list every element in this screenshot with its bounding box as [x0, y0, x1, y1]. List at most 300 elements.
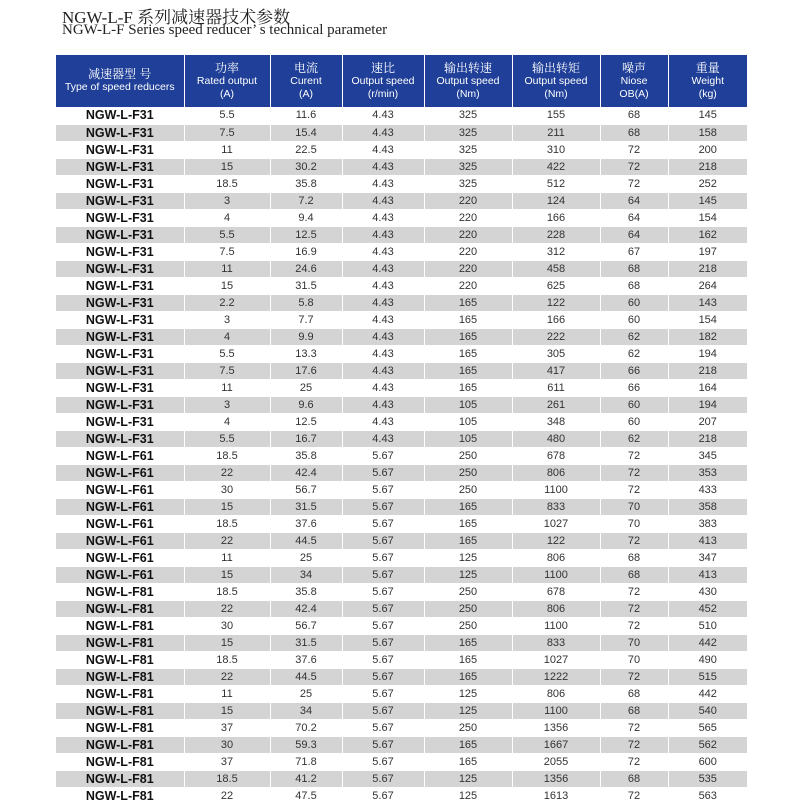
current-cell: 42.4: [270, 600, 342, 617]
current-cell: 24.6: [270, 260, 342, 277]
table-row: [56, 719, 747, 736]
output-torque-cell: 1100: [512, 481, 600, 498]
rated-output-cell: 4: [184, 328, 270, 345]
model-cell: NGW-L-F31: [56, 345, 184, 362]
noise-cell: 60: [600, 413, 668, 430]
current-cell: 12.5: [270, 226, 342, 243]
output-torque-cell: 611: [512, 379, 600, 396]
rated-output-cell: 18.5: [184, 651, 270, 668]
table-row: [56, 549, 747, 566]
weight-cell: 565: [668, 719, 747, 736]
weight-cell: 452: [668, 600, 747, 617]
output-speed-cell: 165: [424, 294, 512, 311]
header-output-speed: [424, 55, 512, 107]
weight-cell: 252: [668, 175, 747, 192]
output-speed-cell: 220: [424, 192, 512, 209]
header-label-cn: 噪声: [621, 60, 646, 75]
output-speed-cell: 250: [424, 600, 512, 617]
noise-cell: 72: [600, 600, 668, 617]
output-torque-cell: 833: [512, 634, 600, 651]
header-rated-output: [184, 55, 270, 107]
model-cell: NGW-L-F61: [56, 498, 184, 515]
output-torque-cell: 417: [512, 362, 600, 379]
table-row: [56, 634, 747, 651]
rated-output-cell: 3: [184, 396, 270, 413]
header-label-en: (A): [220, 87, 234, 100]
ratio-cell: 5.67: [342, 702, 424, 719]
current-cell: 25: [270, 379, 342, 396]
ratio-cell: 4.43: [342, 362, 424, 379]
output-torque-cell: 458: [512, 260, 600, 277]
current-cell: 7.2: [270, 192, 342, 209]
ratio-cell: 4.43: [342, 277, 424, 294]
header-label-en: (A): [299, 87, 313, 100]
output-speed-cell: 165: [424, 668, 512, 685]
parameter-table-container: [56, 55, 747, 805]
header-label-cn: 减速器型 号: [88, 67, 152, 81]
table-row: [56, 481, 747, 498]
output-torque-cell: 312: [512, 243, 600, 260]
output-torque-cell: 166: [512, 209, 600, 226]
weight-cell: 158: [668, 124, 747, 141]
ratio-cell: 4.43: [342, 430, 424, 447]
model-cell: NGW-L-F31: [56, 209, 184, 226]
model-cell: NGW-L-F81: [56, 651, 184, 668]
table-row: [56, 209, 747, 226]
current-cell: 44.5: [270, 668, 342, 685]
rated-output-cell: 18.5: [184, 175, 270, 192]
rated-output-cell: 18.5: [184, 583, 270, 600]
noise-cell: 72: [600, 481, 668, 498]
weight-cell: 413: [668, 532, 747, 549]
model-cell: NGW-L-F61: [56, 532, 184, 549]
weight-cell: 540: [668, 702, 747, 719]
header-label-cn: 速比: [370, 60, 395, 75]
model-cell: NGW-L-F81: [56, 787, 184, 804]
header-label-cn: 输出转速: [443, 60, 492, 75]
current-cell: 9.4: [270, 209, 342, 226]
output-torque-cell: 1027: [512, 515, 600, 532]
output-torque-cell: 806: [512, 685, 600, 702]
output-speed-cell: 220: [424, 277, 512, 294]
rated-output-cell: 5.5: [184, 107, 270, 124]
output-torque-cell: 155: [512, 107, 600, 124]
header-label-en: Output speed: [351, 74, 415, 87]
ratio-cell: 4.43: [342, 124, 424, 141]
noise-cell: 72: [600, 583, 668, 600]
output-speed-cell: 165: [424, 651, 512, 668]
output-speed-cell: 125: [424, 787, 512, 804]
rated-output-cell: 3: [184, 311, 270, 328]
current-cell: 30.2: [270, 158, 342, 175]
current-cell: 35.8: [270, 583, 342, 600]
noise-cell: 68: [600, 107, 668, 124]
noise-cell: 72: [600, 141, 668, 158]
rated-output-cell: 5.5: [184, 226, 270, 243]
weight-cell: 164: [668, 379, 747, 396]
ratio-cell: 4.43: [342, 413, 424, 430]
weight-cell: 442: [668, 685, 747, 702]
model-cell: NGW-L-F61: [56, 549, 184, 566]
model-cell: NGW-L-F81: [56, 668, 184, 685]
output-speed-cell: 250: [424, 447, 512, 464]
weight-cell: 535: [668, 770, 747, 787]
noise-cell: 68: [600, 770, 668, 787]
current-cell: 12.5: [270, 413, 342, 430]
output-torque-cell: 1100: [512, 702, 600, 719]
noise-cell: 70: [600, 498, 668, 515]
rated-output-cell: 7.5: [184, 362, 270, 379]
output-speed-cell: 105: [424, 413, 512, 430]
output-speed-cell: 250: [424, 481, 512, 498]
ratio-cell: 4.43: [342, 328, 424, 345]
model-cell: NGW-L-F61: [56, 464, 184, 481]
output-torque-cell: 124: [512, 192, 600, 209]
output-speed-cell: 165: [424, 345, 512, 362]
model-cell: NGW-L-F31: [56, 311, 184, 328]
table-row: [56, 770, 747, 787]
ratio-cell: 4.43: [342, 396, 424, 413]
header-label-cn: 输出转矩: [531, 60, 580, 75]
rated-output-cell: 18.5: [184, 447, 270, 464]
weight-cell: 194: [668, 345, 747, 362]
output-torque-cell: 480: [512, 430, 600, 447]
current-cell: 15.4: [270, 124, 342, 141]
output-torque-cell: 1667: [512, 736, 600, 753]
current-cell: 56.7: [270, 617, 342, 634]
current-cell: 44.5: [270, 532, 342, 549]
model-cell: NGW-L-F61: [56, 447, 184, 464]
current-cell: 25: [270, 549, 342, 566]
ratio-cell: 5.67: [342, 498, 424, 515]
noise-cell: 68: [600, 549, 668, 566]
header-label-en: Type of speed reducers: [64, 81, 175, 93]
rated-output-cell: 15: [184, 634, 270, 651]
ratio-cell: 4.43: [342, 175, 424, 192]
noise-cell: 64: [600, 192, 668, 209]
header-label-en: Rated output: [196, 74, 258, 87]
model-cell: NGW-L-F31: [56, 260, 184, 277]
model-cell: NGW-L-F31: [56, 141, 184, 158]
weight-cell: 510: [668, 617, 747, 634]
ratio-cell: 5.67: [342, 515, 424, 532]
table-row: [56, 226, 747, 243]
ratio-cell: 5.67: [342, 787, 424, 804]
ratio-cell: 4.43: [342, 294, 424, 311]
noise-cell: 70: [600, 634, 668, 651]
header-label-en: Weight: [691, 74, 724, 87]
noise-cell: 70: [600, 515, 668, 532]
model-cell: NGW-L-F31: [56, 192, 184, 209]
model-cell: NGW-L-F31: [56, 362, 184, 379]
ratio-cell: 4.43: [342, 226, 424, 243]
output-torque-cell: 1613: [512, 787, 600, 804]
current-cell: 31.5: [270, 634, 342, 651]
table-row: [56, 600, 747, 617]
current-cell: 56.7: [270, 481, 342, 498]
table-row: [56, 175, 747, 192]
weight-cell: 182: [668, 328, 747, 345]
weight-cell: 197: [668, 243, 747, 260]
current-cell: 41.2: [270, 770, 342, 787]
table-row: [56, 430, 747, 447]
output-torque-cell: 512: [512, 175, 600, 192]
output-torque-cell: 222: [512, 328, 600, 345]
ratio-cell: 5.67: [342, 464, 424, 481]
rated-output-cell: 22: [184, 600, 270, 617]
weight-cell: 562: [668, 736, 747, 753]
header-label-en: (r/min): [367, 87, 399, 100]
table-row: [56, 787, 747, 804]
header-label-cn: 电流: [293, 60, 318, 75]
table-row: [56, 413, 747, 430]
rated-output-cell: 7.5: [184, 243, 270, 260]
rated-output-cell: 22: [184, 532, 270, 549]
weight-cell: 347: [668, 549, 747, 566]
output-speed-cell: 105: [424, 396, 512, 413]
table-row: [56, 311, 747, 328]
output-speed-cell: 325: [424, 158, 512, 175]
ratio-cell: 5.67: [342, 719, 424, 736]
current-cell: 7.7: [270, 311, 342, 328]
rated-output-cell: 11: [184, 379, 270, 396]
rated-output-cell: 22: [184, 464, 270, 481]
table-row: [56, 498, 747, 515]
current-cell: 37.6: [270, 515, 342, 532]
weight-cell: 515: [668, 668, 747, 685]
current-cell: 16.9: [270, 243, 342, 260]
table-row: [56, 668, 747, 685]
table-row: [56, 753, 747, 770]
output-torque-cell: 2055: [512, 753, 600, 770]
weight-cell: 383: [668, 515, 747, 532]
current-cell: 35.8: [270, 175, 342, 192]
ratio-cell: 4.43: [342, 311, 424, 328]
model-cell: NGW-L-F31: [56, 175, 184, 192]
output-speed-cell: 165: [424, 362, 512, 379]
noise-cell: 72: [600, 532, 668, 549]
current-cell: 31.5: [270, 277, 342, 294]
output-torque-cell: 1222: [512, 668, 600, 685]
ratio-cell: 4.43: [342, 141, 424, 158]
model-cell: NGW-L-F61: [56, 566, 184, 583]
rated-output-cell: 30: [184, 617, 270, 634]
ratio-cell: 5.67: [342, 583, 424, 600]
ratio-cell: 4.43: [342, 158, 424, 175]
model-cell: NGW-L-F61: [56, 481, 184, 498]
noise-cell: 72: [600, 719, 668, 736]
model-cell: NGW-L-F31: [56, 243, 184, 260]
rated-output-cell: 5.5: [184, 430, 270, 447]
noise-cell: 66: [600, 362, 668, 379]
current-cell: 25: [270, 685, 342, 702]
ratio-cell: 4.43: [342, 345, 424, 362]
weight-cell: 143: [668, 294, 747, 311]
ratio-cell: 4.43: [342, 243, 424, 260]
table-row: [56, 515, 747, 532]
current-cell: 17.6: [270, 362, 342, 379]
output-torque-cell: 1356: [512, 719, 600, 736]
output-torque-cell: 625: [512, 277, 600, 294]
current-cell: 34: [270, 566, 342, 583]
table-header-row: [56, 55, 747, 107]
model-cell: NGW-L-F31: [56, 396, 184, 413]
output-speed-cell: 105: [424, 430, 512, 447]
noise-cell: 67: [600, 243, 668, 260]
output-speed-cell: 250: [424, 719, 512, 736]
weight-cell: 442: [668, 634, 747, 651]
table-row: [56, 583, 747, 600]
noise-cell: 72: [600, 175, 668, 192]
ratio-cell: 5.67: [342, 736, 424, 753]
noise-cell: 66: [600, 379, 668, 396]
output-speed-cell: 325: [424, 107, 512, 124]
noise-cell: 68: [600, 277, 668, 294]
current-cell: 11.6: [270, 107, 342, 124]
current-cell: 16.7: [270, 430, 342, 447]
rated-output-cell: 4: [184, 413, 270, 430]
model-cell: NGW-L-F31: [56, 226, 184, 243]
weight-cell: 218: [668, 430, 747, 447]
noise-cell: 72: [600, 158, 668, 175]
output-speed-cell: 325: [424, 124, 512, 141]
output-speed-cell: 125: [424, 549, 512, 566]
table-row: [56, 447, 747, 464]
current-cell: 13.3: [270, 345, 342, 362]
current-cell: 9.6: [270, 396, 342, 413]
ratio-cell: 5.67: [342, 668, 424, 685]
ratio-cell: 5.67: [342, 634, 424, 651]
header-label-cn: 重量: [695, 60, 720, 75]
model-cell: NGW-L-F81: [56, 685, 184, 702]
model-cell: NGW-L-F31: [56, 413, 184, 430]
output-speed-cell: 250: [424, 617, 512, 634]
noise-cell: 68: [600, 566, 668, 583]
output-torque-cell: 1027: [512, 651, 600, 668]
header-current: [270, 55, 342, 107]
current-cell: 37.6: [270, 651, 342, 668]
current-cell: 47.5: [270, 787, 342, 804]
model-cell: NGW-L-F61: [56, 515, 184, 532]
output-torque-cell: 310: [512, 141, 600, 158]
model-cell: NGW-L-F31: [56, 158, 184, 175]
table-row: [56, 345, 747, 362]
ratio-cell: 5.67: [342, 532, 424, 549]
noise-cell: 68: [600, 685, 668, 702]
table-row: [56, 362, 747, 379]
noise-cell: 68: [600, 124, 668, 141]
weight-cell: 430: [668, 583, 747, 600]
noise-cell: 60: [600, 294, 668, 311]
table-row: [56, 651, 747, 668]
table-row: [56, 396, 747, 413]
rated-output-cell: 15: [184, 566, 270, 583]
model-cell: NGW-L-F81: [56, 634, 184, 651]
output-speed-cell: 165: [424, 753, 512, 770]
weight-cell: 345: [668, 447, 747, 464]
rated-output-cell: 11: [184, 141, 270, 158]
table-row: [56, 532, 747, 549]
output-speed-cell: 165: [424, 532, 512, 549]
ratio-cell: 5.67: [342, 600, 424, 617]
weight-cell: 433: [668, 481, 747, 498]
output-torque-cell: 348: [512, 413, 600, 430]
ratio-cell: 5.67: [342, 447, 424, 464]
output-speed-cell: 250: [424, 464, 512, 481]
output-torque-cell: 1356: [512, 770, 600, 787]
current-cell: 59.3: [270, 736, 342, 753]
table-body: [56, 107, 747, 804]
ratio-cell: 4.43: [342, 379, 424, 396]
header-label-en: OB(A): [619, 87, 649, 100]
model-cell: NGW-L-F31: [56, 107, 184, 124]
table-row: [56, 702, 747, 719]
output-torque-cell: 166: [512, 311, 600, 328]
output-torque-cell: 806: [512, 549, 600, 566]
table-row: [56, 243, 747, 260]
noise-cell: 72: [600, 736, 668, 753]
rated-output-cell: 15: [184, 277, 270, 294]
header-output-torque: [512, 55, 600, 107]
weight-cell: 353: [668, 464, 747, 481]
output-torque-cell: 422: [512, 158, 600, 175]
header-ratio: [342, 55, 424, 107]
rated-output-cell: 18.5: [184, 515, 270, 532]
output-torque-cell: 305: [512, 345, 600, 362]
table-row: [56, 141, 747, 158]
output-torque-cell: 678: [512, 447, 600, 464]
table-row: [56, 277, 747, 294]
noise-cell: 62: [600, 345, 668, 362]
model-cell: NGW-L-F31: [56, 328, 184, 345]
table-row: [56, 464, 747, 481]
model-cell: NGW-L-F31: [56, 379, 184, 396]
header-type: [56, 55, 184, 107]
current-cell: 70.2: [270, 719, 342, 736]
weight-cell: 218: [668, 362, 747, 379]
table-row: [56, 617, 747, 634]
page-title-cn: NGW-L-F 系列减速器技术参数: [62, 8, 291, 27]
header-label-en: (Nm): [544, 87, 568, 100]
ratio-cell: 5.67: [342, 770, 424, 787]
noise-cell: 72: [600, 753, 668, 770]
header-label-cn: 功率: [214, 60, 239, 75]
weight-cell: 154: [668, 311, 747, 328]
header-label-en: Curent: [290, 74, 322, 87]
rated-output-cell: 15: [184, 158, 270, 175]
rated-output-cell: 22: [184, 787, 270, 804]
current-cell: 22.5: [270, 141, 342, 158]
noise-cell: 72: [600, 447, 668, 464]
weight-cell: 600: [668, 753, 747, 770]
rated-output-cell: 15: [184, 498, 270, 515]
output-torque-cell: 806: [512, 600, 600, 617]
rated-output-cell: 37: [184, 719, 270, 736]
output-speed-cell: 220: [424, 209, 512, 226]
rated-output-cell: 22: [184, 668, 270, 685]
output-torque-cell: 1100: [512, 617, 600, 634]
output-torque-cell: 806: [512, 464, 600, 481]
table-row: [56, 294, 747, 311]
noise-cell: 62: [600, 328, 668, 345]
header-noise: [600, 55, 668, 107]
rated-output-cell: 7.5: [184, 124, 270, 141]
noise-cell: 72: [600, 787, 668, 804]
rated-output-cell: 30: [184, 481, 270, 498]
rated-output-cell: 30: [184, 736, 270, 753]
output-speed-cell: 125: [424, 702, 512, 719]
table-row: [56, 379, 747, 396]
